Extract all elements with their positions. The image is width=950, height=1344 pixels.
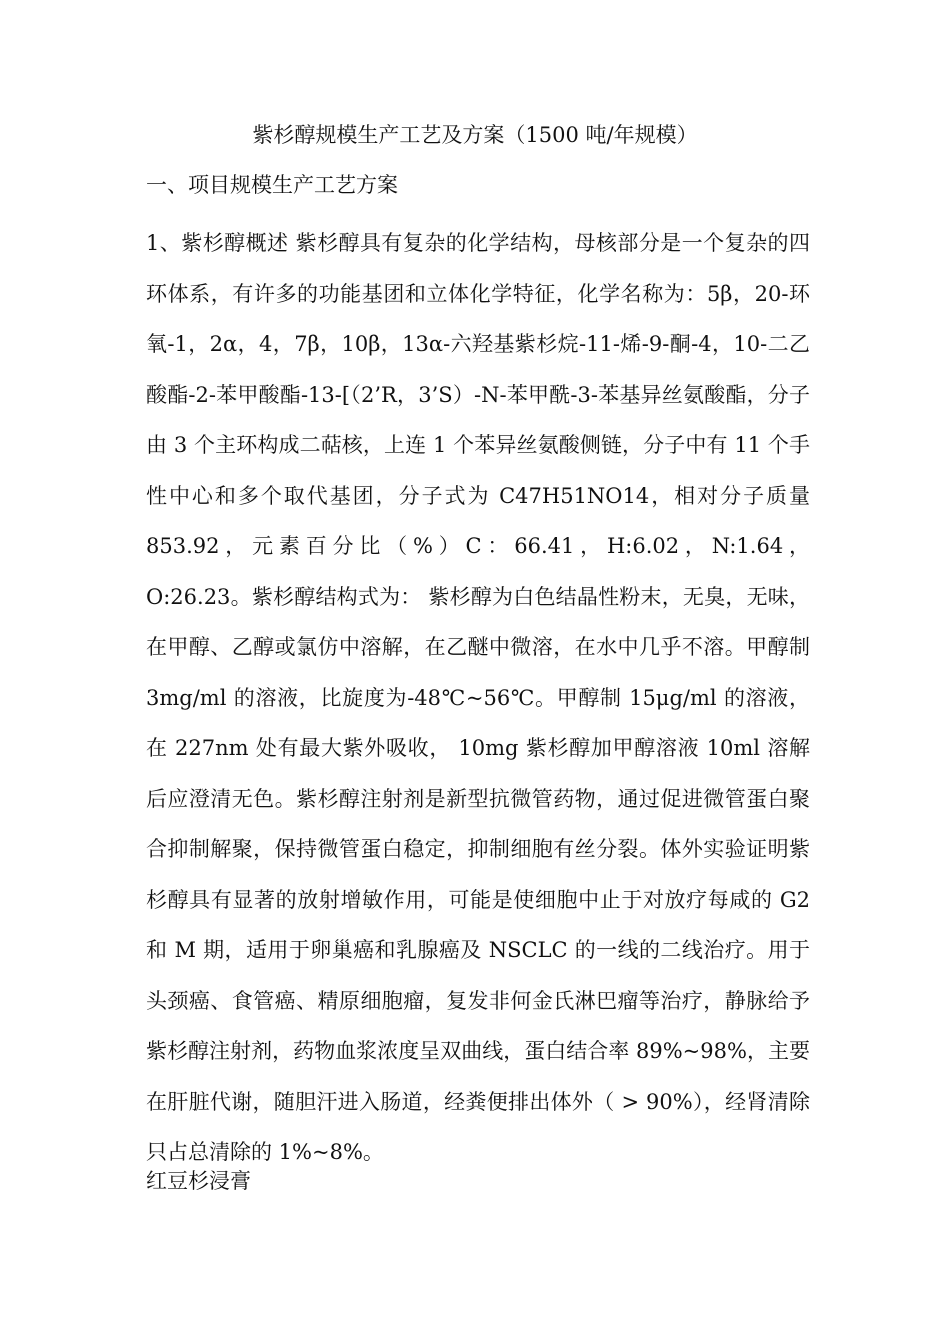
trailing-line: 红豆杉浸膏	[146, 1169, 251, 1193]
section-heading: 一、项目规模生产工艺方案	[146, 173, 398, 197]
document-title: 紫杉醇规模生产工艺及方案（1500 吨/年规模）	[252, 123, 698, 147]
body-paragraph: 1、紫杉醇概述 紫杉醇具有复杂的化学结构，母核部分是一个复杂的四环体系，有许多的功能基团和立体化学特征，化学名称为：5β，20-环氧-1，2α，4，7β，10β，13α-六羟基紫杉烷-11-烯-9-酮-4，10-二乙酸酯-2-苯甲酸酯-13-[（2’R，3’S）-N-苯甲酰-3-苯基异丝氨酸酯，分子由 3 个主环构成二萜核，上连 1 个苯异丝氨酸侧链，分子中有 11 个手性中心和多个取代基团，分子式为 C47H51NO14，相对分子质量 853.92，元素百分比（%）C：66.41，H:6.02，N:1.64，O:26.23。紫杉醇结构式为： 紫杉醇为白色结晶性粉末，无臭，无味，在甲醇、乙醇或氯仿中溶解，在乙醚中微溶，在水中几乎不溶。甲醇制 3mg/ml 的溶液，比旋度为-48℃~56℃。甲醇制 15μg/ml 的溶液，在 227nm 处有最大紫外吸收， 10mg 紫杉醇加甲醇溶液 10ml 溶解后应澄清无色。紫杉醇注射剂是新型抗微管药物，通过促进微管蛋白聚合抑制解聚，保持微管蛋白稳定，抑制细胞有丝分裂。体外实验证明紫杉醇具有显著的放射增敏作用，可能是使细胞中止于对放疗每咸的 G2 和 M 期，适用于卵巢癌和乳腺癌及 NSCLC 的一线的二线治疗。用于头颈癌、食管癌、精原细胞瘤，复发非何金氏淋巴瘤等治疗，静脉给予紫杉醇注射剂，药物血浆浓度呈双曲线，蛋白结合率 89%~98%，主要在肝脏代谢，随胆汗进入肠道，经粪便排出体外（ > 90%），经肾清除只占总清除的 1%~8%。	[146, 231, 810, 1164]
